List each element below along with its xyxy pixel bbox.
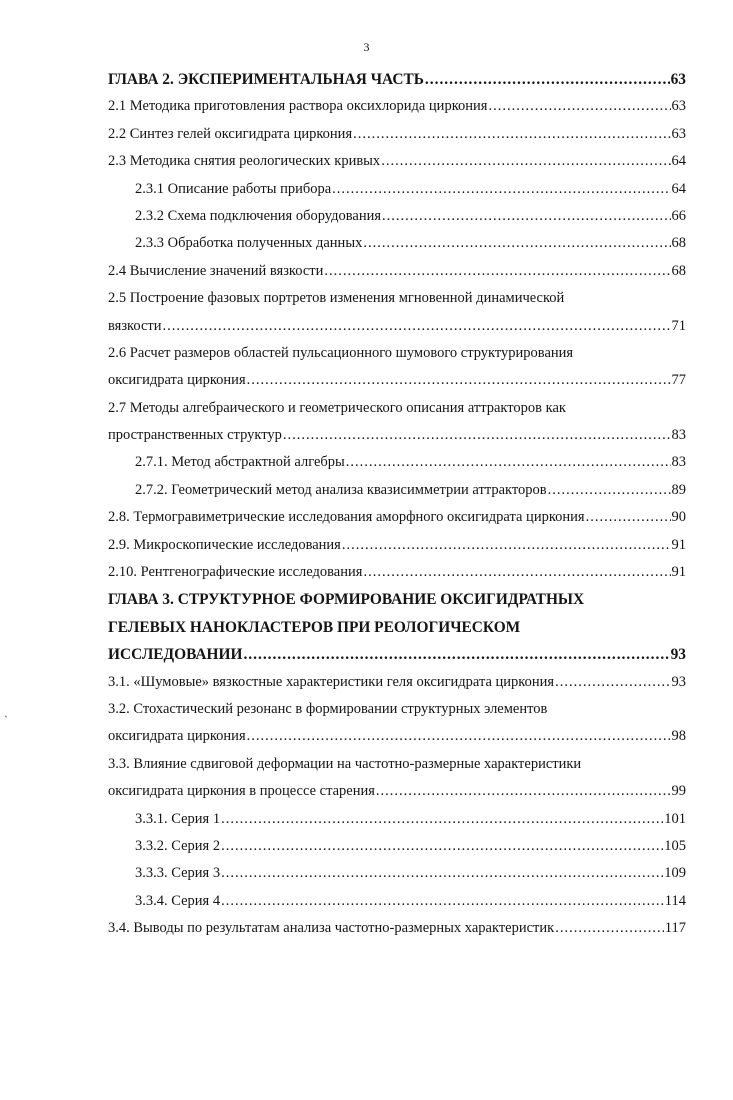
toc-leader-dots: [283, 422, 671, 449]
toc-entry-page: 64: [671, 153, 686, 170]
toc-entry: [108, 395, 686, 422]
toc-entry-title: 2.9. Микроскопические исследования: [108, 536, 341, 553]
toc-leader-dots: [221, 888, 664, 915]
toc-leader-dots: [555, 915, 664, 942]
toc-leader-dots: [332, 176, 670, 203]
toc-leader-dots: [425, 66, 670, 93]
toc-entry-title: 2.8. Термогравиметрические исследования аморфного оксигидрата циркония: [108, 509, 585, 526]
toc-entry-page: 64: [671, 180, 686, 197]
toc-entry-page: 91: [671, 536, 686, 553]
toc-entry: [108, 806, 686, 833]
toc-entry-page: 63: [671, 125, 686, 142]
toc-leader-dots: [221, 806, 663, 833]
page-number: 3: [363, 40, 370, 54]
toc-entry-page: 77: [671, 372, 686, 389]
toc-entry: [108, 723, 686, 750]
toc-entry: [108, 313, 686, 340]
toc-entry-title: 2.3.2 Схема подключения оборудования: [135, 207, 382, 224]
toc-entry-title: вязкости: [108, 317, 162, 334]
toc-entry: [108, 586, 686, 613]
toc-entry: [108, 915, 686, 942]
toc-entry: [108, 449, 686, 476]
toc-entry: [108, 778, 686, 805]
toc-entry-page: 99: [671, 783, 686, 800]
toc-entry-title: оксигидрата циркония: [108, 372, 246, 389]
toc-entry-title: 2.5 Построение фазовых портретов изменения мгновенной динамической: [108, 290, 565, 307]
toc-entry-page: 93: [670, 646, 686, 664]
toc-leader-dots: [548, 477, 671, 504]
toc-entry-title: ГЕЛЕВЫХ НАНОКЛАСТЕРОВ ПРИ РЕОЛОГИЧЕСКОМ: [108, 618, 521, 636]
toc-leader-dots: [247, 367, 671, 394]
toc-entry: [108, 860, 686, 887]
toc-entry: [108, 833, 686, 860]
toc-entry-page: 93: [671, 673, 686, 690]
toc-entry-title: 2.10. Рентгенографические исследования: [108, 564, 363, 581]
toc-leader-dots: [363, 559, 670, 586]
toc-entry: [108, 203, 686, 230]
toc-leader-dots: [555, 669, 670, 696]
toc-entry-title: 2.7 Методы алгебраического и геометрического описания аттракторов как: [108, 399, 566, 416]
toc-entry: [108, 230, 686, 257]
toc-entry-title: 2.6 Расчет размеров областей пульсационного шумового структурирования: [108, 344, 574, 361]
toc-entry-title: 2.4 Вычисление значений вязкости: [108, 262, 324, 279]
toc-entry: [108, 477, 686, 504]
toc-entry-title: пространственных структур: [108, 427, 282, 444]
toc-entry: [108, 888, 686, 915]
toc-leader-dots: [586, 504, 671, 531]
toc-leader-dots: [324, 258, 670, 285]
toc-entry-page: 105: [664, 837, 686, 854]
toc-entry-title: оксигидрата циркония в процессе старения: [108, 783, 375, 800]
toc-entry-page: 63: [671, 98, 686, 115]
toc-entry: [108, 66, 686, 93]
toc-leader-dots: [243, 641, 669, 668]
toc-entry-title: 2.2 Синтез гелей оксигидрата циркония: [108, 125, 353, 142]
toc-entry-title: 2.3.1 Описание работы прибора: [135, 180, 332, 197]
toc-entry: [108, 93, 686, 120]
toc-entry: [108, 641, 686, 668]
toc-leader-dots: [363, 230, 670, 257]
toc-entry-page: 89: [671, 481, 686, 498]
toc-entry: [108, 751, 686, 778]
toc-entry: [108, 258, 686, 285]
toc-entry: [108, 148, 686, 175]
toc-leader-dots: [221, 833, 663, 860]
toc-entry: [108, 614, 686, 641]
toc-entry-title: 3.3.4. Серия 4: [135, 892, 221, 909]
toc-entry: [108, 559, 686, 586]
toc-leader-dots: [353, 121, 670, 148]
toc-entry-title: ГЛАВА 2. ЭКСПЕРИМЕНТАЛЬНАЯ ЧАСТЬ: [108, 71, 424, 88]
toc-entry-page: 68: [671, 235, 686, 252]
toc-leader-dots: [381, 148, 670, 175]
toc-entry: [108, 532, 686, 559]
toc-entry-title: 2.1 Методика приготовления раствора оксихлорида циркония: [108, 98, 488, 115]
toc-entry-title: ИССЛЕДОВАНИИ: [108, 646, 243, 664]
toc-entry: [108, 669, 686, 696]
toc-leader-dots: [488, 93, 670, 120]
toc-entry: [108, 340, 686, 367]
toc-entry-page: 101: [664, 810, 686, 827]
toc-entry-title: 3.3.3. Серия 3: [135, 865, 221, 882]
toc-entry: [108, 422, 686, 449]
toc-entry-title: 2.7.2. Геометрический метод анализа квазисимметрии аттракторов: [135, 481, 547, 498]
toc-entry-page: 98: [671, 728, 686, 745]
toc-entry-title: оксигидрата циркония: [108, 728, 246, 745]
toc-leader-dots: [221, 860, 663, 887]
toc-entry-title: 3.1. «Шумовые» вязкостные характеристики геля оксигидрата циркония: [108, 673, 555, 690]
toc-entry-title: 2.3 Методика снятия реологических кривых: [108, 153, 381, 170]
toc-entry-page: 91: [671, 564, 686, 581]
toc-entry-title: 3.3.2. Серия 2: [135, 837, 221, 854]
toc-entry-title: 3.3.1. Серия 1: [135, 810, 221, 827]
toc-entry-page: 90: [671, 509, 686, 526]
table-of-contents: [108, 66, 686, 943]
toc-entry-page: 63: [670, 71, 686, 88]
toc-entry: [108, 176, 686, 203]
toc-entry: [108, 696, 686, 723]
toc-entry: [108, 285, 686, 312]
toc-entry-page: 83: [671, 427, 686, 444]
toc-entry-page: 68: [671, 262, 686, 279]
toc-leader-dots: [342, 532, 671, 559]
toc-entry-page: 114: [664, 892, 686, 909]
toc-entry-title: 3.4. Выводы по результатам анализа частотно-размерных характеристик: [108, 920, 555, 937]
toc-entry-title: ГЛАВА 3. СТРУКТУРНОЕ ФОРМИРОВАНИЕ ОКСИГИДРАТНЫХ: [108, 591, 585, 609]
toc-leader-dots: [382, 203, 670, 230]
toc-leader-dots: [163, 313, 671, 340]
toc-leader-dots: [247, 723, 671, 750]
toc-entry-page: 71: [671, 317, 686, 334]
toc-entry: [108, 367, 686, 394]
toc-entry-page: 66: [671, 207, 686, 224]
toc-entry: [108, 504, 686, 531]
toc-entry-page: 83: [671, 454, 686, 471]
toc-entry-title: 3.3. Влияние сдвиговой деформации на частотно-размерные характеристики: [108, 755, 582, 772]
toc-entry-title: 2.3.3 Обработка полученных данных: [135, 235, 363, 252]
toc-leader-dots: [346, 449, 671, 476]
toc-leader-dots: [376, 778, 671, 805]
toc-entry-page: 117: [664, 920, 686, 937]
toc-entry-title: 3.2. Стохастический резонанс в формировании структурных элементов: [108, 700, 548, 717]
margin-mark: `: [4, 713, 8, 727]
toc-entry-page: 109: [664, 865, 686, 882]
toc-entry: [108, 121, 686, 148]
toc-entry-title: 2.7.1. Метод абстрактной алгебры: [135, 454, 345, 471]
